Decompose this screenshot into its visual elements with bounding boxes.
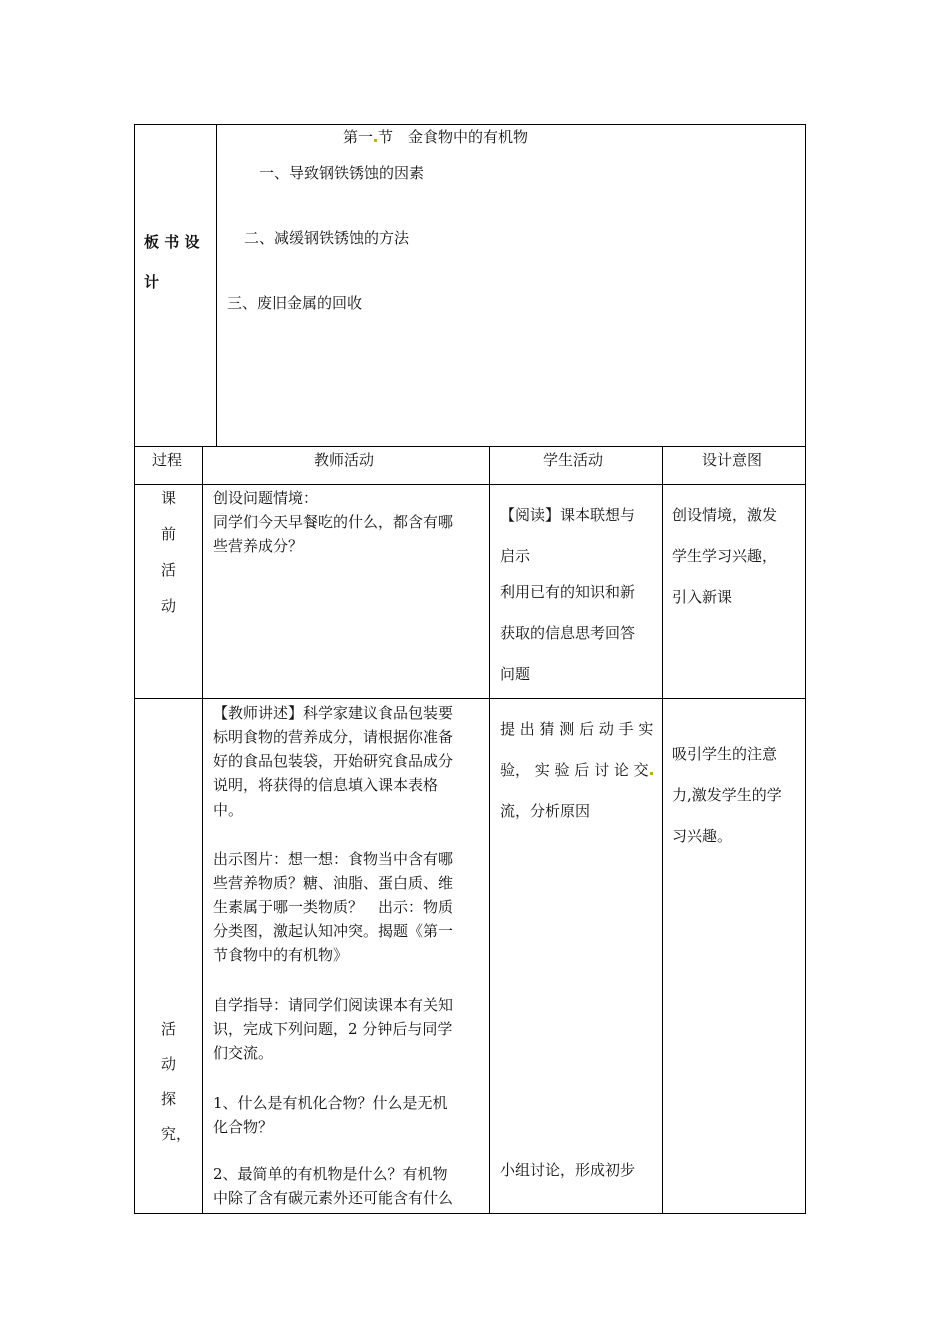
board-title-right: 节 金食物中的有机物: [378, 128, 529, 146]
row2-process-2: 动: [161, 1055, 177, 1073]
row2-student-line4: 小组讨论，形成初步: [500, 1161, 636, 1179]
row2-teacher-p3-l3: 们交流。: [213, 1044, 274, 1062]
row1-teacher-line3: 些营养成分？: [213, 537, 304, 555]
row2-student-line2-text: 验， 实 验 后 讨 论 交: [500, 761, 649, 779]
mark-dot: [374, 139, 377, 142]
board-label-line1: 板 书 设: [144, 233, 200, 251]
col-line-3: [662, 446, 663, 1214]
row2-teacher-p1-l1: 【教师讲述】科学家建议食品包装要: [213, 704, 454, 722]
header-bottom-line: [134, 484, 806, 485]
row1-teacher-line1: 创设问题情境：: [213, 489, 319, 507]
row2-teacher-p1-l2: 标明食物的营养成分，请根据你准备: [213, 728, 454, 746]
row2-teacher-p5-l1: 2、最简单的有机物是什么？有机物: [213, 1165, 448, 1183]
row2-process-4: 究，: [161, 1125, 192, 1143]
row1-intent-line3: 引入新课: [672, 588, 733, 606]
mark-dot: [650, 772, 653, 775]
row2-teacher-p4-l2: 化合物？: [213, 1118, 274, 1136]
row1-intent-line1: 创设情境，激发: [672, 506, 778, 524]
row2-intent-line2: 力,激发学生的学: [672, 786, 782, 804]
board-item-2: 二、减缓钢铁锈蚀的方法: [244, 229, 410, 247]
row2-process-3: 探: [161, 1090, 177, 1108]
row2-teacher-p1-l5: 中。: [213, 801, 244, 819]
row2-teacher-p3-l1: 自学指导：请同学们阅读课本有关知: [213, 996, 454, 1014]
row2-student-line3: 流，分析原因: [500, 802, 591, 820]
board-title-left: 第一: [343, 128, 374, 146]
row2-teacher-p2-l2: 些营养物质？糖、油脂、蛋白质、维: [213, 874, 454, 892]
row1-student-line2: 启示: [500, 547, 531, 565]
row1-teacher-line2: 同学们今天早餐吃的什么，都含有哪: [213, 513, 454, 531]
row1-student-line5: 问题: [500, 665, 531, 683]
row1-student-line4: 获取的信息思考回答: [500, 624, 636, 642]
row1-process-3: 活: [161, 561, 177, 579]
row2-intent-line3: 习兴趣。: [672, 827, 733, 845]
row1-student-line1: 【阅读】课本联想与: [500, 506, 636, 524]
row2-intent-line1: 吸引学生的注意: [672, 745, 778, 763]
col-line-2: [489, 446, 490, 1214]
row2-process-1: 活: [161, 1020, 177, 1038]
header-intent: 设计意图: [702, 451, 763, 469]
row1-process-4: 动: [161, 597, 177, 615]
row1-intent-line2: 学生学习兴趣，: [672, 547, 778, 565]
row1-student-line3: 利用已有的知识和新: [500, 583, 636, 601]
board-label-line2: 计: [144, 273, 160, 291]
row2-teacher-p2-l1: 出示图片：想一想：食物当中含有哪: [213, 850, 454, 868]
row2-teacher-p2-l5: 节食物中的有机物》: [213, 946, 349, 964]
row2-teacher-p2-l4: 分类图，激起认知冲突。揭题《第一: [213, 922, 454, 940]
row2-teacher-p5-l2: 中除了含有碳元素外还可能含有什么: [213, 1189, 454, 1207]
board-item-3: 三、废旧金属的回收: [227, 294, 363, 312]
row2-student-line2: [500, 763, 654, 778]
row2-teacher-p1-l3: 好的食品包装袋，开始研究食品成分: [213, 752, 454, 770]
row1-process-2: 前: [161, 525, 177, 543]
board-title: [343, 130, 528, 145]
header-student: 学生活动: [543, 451, 604, 469]
row1-process-1: 课: [161, 489, 177, 507]
board-item-1: 一、导致钢铁锈蚀的因素: [259, 164, 425, 182]
row2-student-line1: 提 出 猜 测 后 动 手 实: [500, 720, 654, 738]
board-divider: [216, 124, 217, 447]
board-bottom-line: [134, 446, 806, 447]
header-teacher: 教师活动: [314, 451, 375, 469]
header-process: 过程: [152, 451, 183, 469]
row2-teacher-p4-l1: 1、什么是有机化合物？什么是无机: [213, 1094, 448, 1112]
col-line-1: [202, 446, 203, 1214]
row2-teacher-p2-l3: 生素属于哪一类物质？ 出示：物质: [213, 898, 454, 916]
row2-teacher-p1-l4: 说明，将获得的信息填入课本表格: [213, 776, 439, 794]
row2-teacher-p3-l2: 识，完成下列问题，2 分钟后与同学: [213, 1020, 453, 1038]
row1-bottom-line: [134, 698, 806, 699]
